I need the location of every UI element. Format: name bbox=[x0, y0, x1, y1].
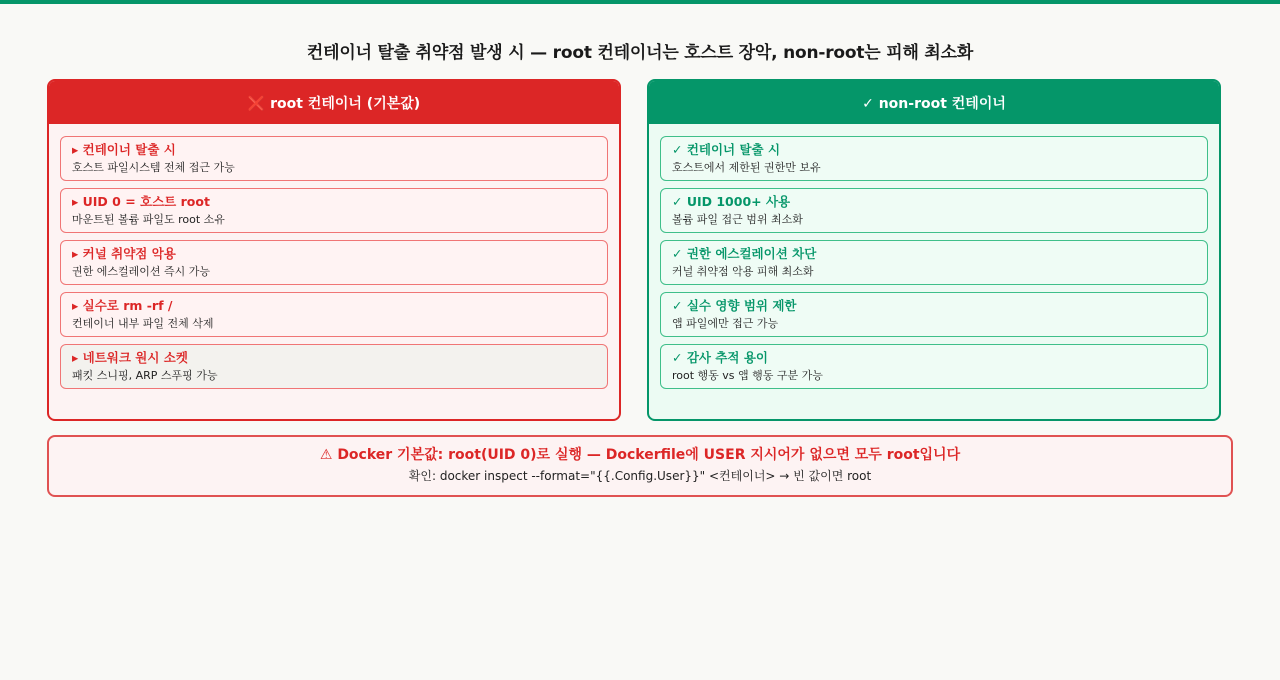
non-root-container-panel-header: ✓ non-root 컨테이너 bbox=[649, 81, 1219, 124]
risk-item-title: ▸ 네트워크 원시 소켓 bbox=[72, 350, 188, 365]
risk-item-desc: 패킷 스니핑, ARP 스푸핑 가능 bbox=[72, 369, 218, 382]
risk-item-desc: 컨테이너 내부 파일 전체 삭제 bbox=[72, 317, 214, 330]
risk-item bbox=[60, 292, 608, 337]
non-root-container-panel-body bbox=[649, 124, 1219, 389]
risk-item bbox=[60, 240, 608, 285]
benefit-item-desc: 볼륨 파일 접근 범위 최소화 bbox=[672, 213, 803, 226]
warning-title: ⚠ Docker 기본값: root(UID 0)로 실행 — Dockerfile에 USER 지시어가 없으면 모두 root입니다 bbox=[319, 447, 961, 463]
benefit-item-desc: 앱 파일에만 접근 가능 bbox=[672, 317, 779, 330]
benefit-item-desc: 호스트에서 제한된 권한만 보유 bbox=[672, 161, 821, 174]
root-container-panel-header: ❌ root 컨테이너 (기본값) bbox=[49, 81, 619, 124]
benefit-item bbox=[660, 188, 1208, 233]
benefit-item-title: ✓ 권한 에스컬레이션 차단 bbox=[672, 246, 817, 261]
risk-item-desc: 권한 에스컬레이션 즉시 가능 bbox=[72, 265, 211, 278]
benefit-item bbox=[660, 292, 1208, 337]
warning-detail: 확인: docker inspect --format="{{.Config.User}}" <컨테이너> → 빈 값이면 root bbox=[408, 469, 872, 483]
benefit-item bbox=[660, 240, 1208, 285]
top-accent-bar bbox=[0, 0, 1280, 4]
benefit-item-title: ✓ 실수 영향 범위 제한 bbox=[672, 298, 797, 313]
page-title: 컨테이너 탈출 취약점 발생 시 — root 컨테이너는 호스트 장악, non-root는 피해 최소화 bbox=[306, 43, 974, 63]
docker-default-warning bbox=[47, 435, 1233, 497]
risk-item bbox=[60, 136, 608, 181]
benefit-item-title: ✓ 감사 추적 용이 bbox=[672, 350, 768, 365]
risk-item-title: ▸ 컨테이너 탈출 시 bbox=[72, 142, 176, 157]
root-container-panel bbox=[47, 79, 621, 421]
benefit-item bbox=[660, 136, 1208, 181]
risk-item-title: ▸ 실수로 rm -rf / bbox=[72, 298, 173, 313]
risk-item-desc: 마운트된 볼륨 파일도 root 소유 bbox=[72, 213, 225, 226]
risk-item-title: ▸ 커널 취약점 악용 bbox=[72, 246, 176, 261]
risk-item-desc: 호스트 파일시스템 전체 접근 가능 bbox=[72, 161, 235, 174]
risk-item bbox=[60, 188, 608, 233]
benefit-item-title: ✓ UID 1000+ 사용 bbox=[672, 194, 791, 209]
benefit-item bbox=[660, 344, 1208, 389]
root-container-panel-body bbox=[49, 124, 619, 389]
non-root-container-panel bbox=[647, 79, 1221, 421]
benefit-item-title: ✓ 컨테이너 탈출 시 bbox=[672, 142, 781, 157]
risk-item bbox=[60, 344, 608, 389]
benefit-item-desc: 커널 취약점 악용 피해 최소화 bbox=[672, 265, 814, 278]
benefit-item-desc: root 행동 vs 앱 행동 구분 가능 bbox=[672, 369, 823, 382]
risk-item-title: ▸ UID 0 = 호스트 root bbox=[72, 194, 210, 209]
